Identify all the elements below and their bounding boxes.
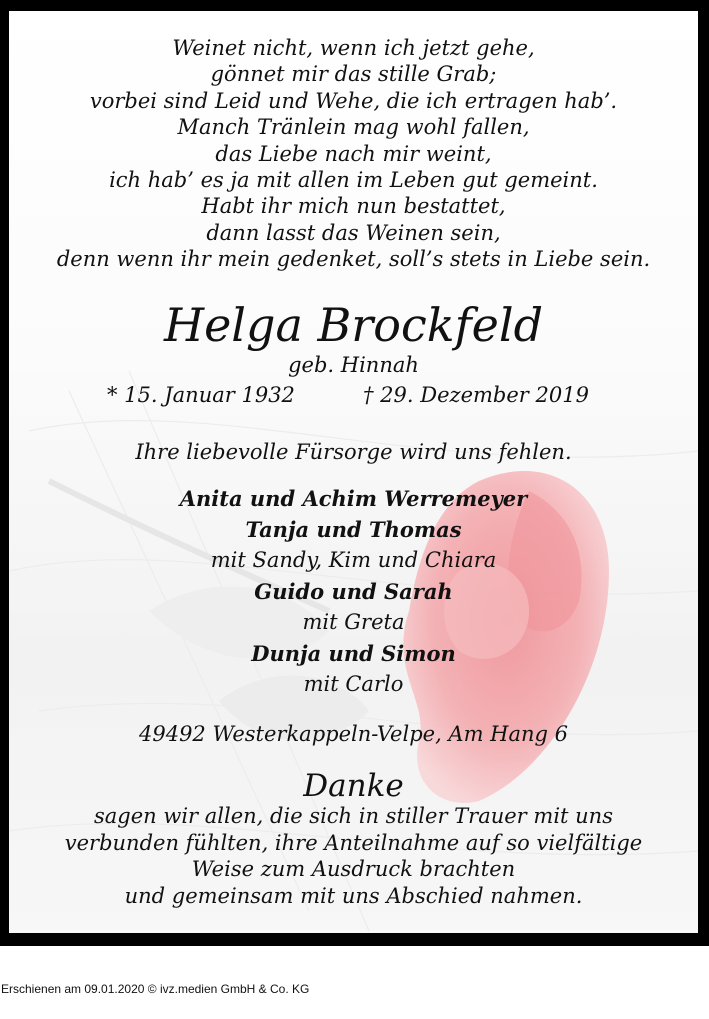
thanks-text	[9, 803, 698, 909]
mourner-children: mit Greta	[302, 610, 405, 634]
poem-line: gönnet mir das stille Grab;	[210, 62, 497, 87]
poem	[9, 35, 698, 273]
mourner-names: Anita und Achim Werremeyer	[179, 486, 528, 511]
thanks-line: sagen wir allen, die sich in stiller Trauer mit uns	[94, 804, 613, 828]
poem-line: das Liebe nach mir weint,	[215, 141, 492, 166]
mourner-names: Guido und Sarah	[254, 579, 453, 604]
mourner-names: Dunja und Simon	[251, 641, 456, 666]
poem-line: Manch Tränlein mag wohl fallen,	[177, 115, 530, 140]
poem-line: Habt ihr mich nun bestattet,	[201, 194, 506, 219]
poem-line: ich hab’ es ja mit allen im Leben gut gemeint.	[109, 168, 598, 193]
poem-line: Weinet nicht, wenn ich jetzt gehe,	[172, 36, 535, 60]
thanks-line: und gemeinsam mit uns Abschied nahmen.	[124, 883, 583, 908]
address: 49492 Westerkappeln-Velpe, Am Hang 6	[138, 722, 569, 746]
mourner-children: mit Carlo	[303, 672, 404, 696]
motto: Ihre liebevolle Fürsorge wird uns fehlen.	[135, 440, 572, 464]
mourner-names: Tanja und Thomas	[245, 517, 462, 542]
mourners-list	[9, 483, 698, 700]
publication-footer: Erschienen am 09.01.2020 © ivz.medien GmbH & Co. KG	[1, 982, 310, 996]
poem-line: dann lasst das Weinen sein,	[206, 220, 501, 245]
thanks-line: verbunden fühlten, ihre Anteilnahme auf so vielfältige	[64, 830, 643, 855]
thanks-line: Weise zum Ausdruck brachten	[191, 857, 516, 881]
mourner-children: mit Sandy, Kim und Chiara	[210, 548, 497, 572]
poem-line: vorbei sind Leid und Wehe, die ich ertragen hab’.	[89, 88, 618, 113]
maiden-name: geb. Hinnah	[288, 353, 419, 377]
thanks-heading: Danke	[303, 768, 404, 804]
obituary-card	[9, 11, 698, 933]
poem-line: denn wenn ihr mein gedenket, soll’s stets in Liebe sein.	[56, 247, 651, 272]
death-date: † 29. Dezember 2019	[363, 383, 589, 407]
deceased-name: Helga Brockfeld	[163, 298, 544, 352]
birth-date: * 15. Januar 1932	[107, 383, 295, 407]
